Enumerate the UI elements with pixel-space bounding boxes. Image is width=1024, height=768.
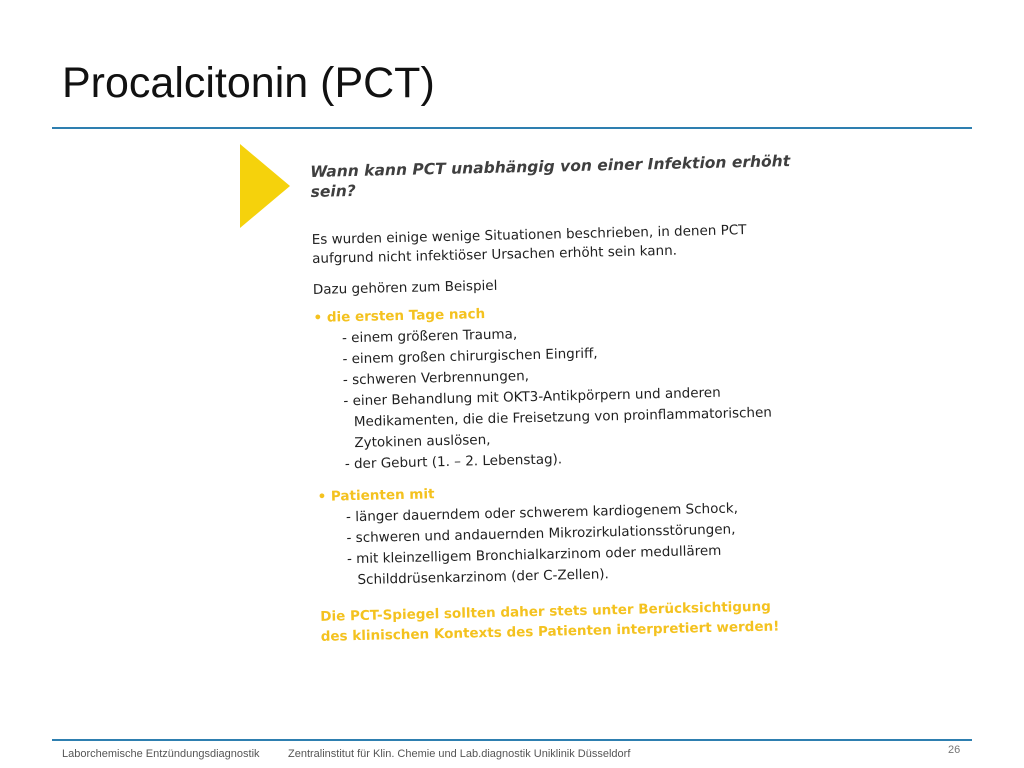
- list-item: - schweren Verbrennungen,: [342, 367, 530, 389]
- list-item: - länger dauerndem oder schwerem kardiogenem Schock,: [345, 500, 739, 526]
- list-item: - schweren und andauernden Mikrozirkulationsstörungen,: [346, 521, 736, 547]
- footer-divider: [52, 739, 972, 741]
- group-heading-first-days: • die ersten Tage nach: [313, 306, 486, 326]
- list-item: - einem großen chirurgischen Eingriff,: [342, 345, 598, 368]
- footer-institution: Zentralinstitut für Klin. Chemie und Lab.diagnostik Uniklinik Düsseldorf: [288, 748, 631, 760]
- question-heading: Wann kann PCT unabhängig von einer Infektion erhöht sein?: [310, 152, 791, 202]
- list-item: - mit kleinzelligem Bronchialkarzinom oder medullärem Schilddrüsenkarzinom (der C-Zellen).: [346, 543, 722, 589]
- yellow-triangle-arrow-icon: [240, 144, 290, 228]
- group-heading-patients: • Patienten mit: [317, 486, 435, 506]
- intro-paragraph: Es wurden einige wenige Situationen beschrieben, in denen PCT aufgrund nicht infektiöser Ursachen erhöht sein kann.: [311, 222, 747, 268]
- list-item: - einer Behandlung mit OKT3-Antikpörpern und anderen Medikamenten, die die Freisetzung von proinflammatorischen Zytokinen auslösen,: [343, 384, 773, 451]
- list-item: - einem größeren Trauma,: [341, 326, 518, 347]
- example-lead: Dazu gehören zum Beispiel: [312, 277, 498, 298]
- footer-course-title: Laborchemische Entzündungsdiagnostik: [62, 748, 260, 760]
- scanned-text-image: [232, 140, 802, 720]
- scan-content: [310, 151, 801, 647]
- list-item: - der Geburt (1. – 2. Lebenstag).: [344, 450, 563, 472]
- slide-title: Procalcitonin (PCT): [62, 59, 435, 107]
- list-first-days: [342, 318, 797, 475]
- list-patients: [346, 498, 800, 592]
- conclusion-text: Die PCT-Spiegel sollten daher stets unter Berücksichtigung des klinischen Kontexts des Patienten interpretiert werden!: [320, 598, 780, 645]
- title-divider: [52, 127, 972, 129]
- page-number: 26: [948, 744, 961, 756]
